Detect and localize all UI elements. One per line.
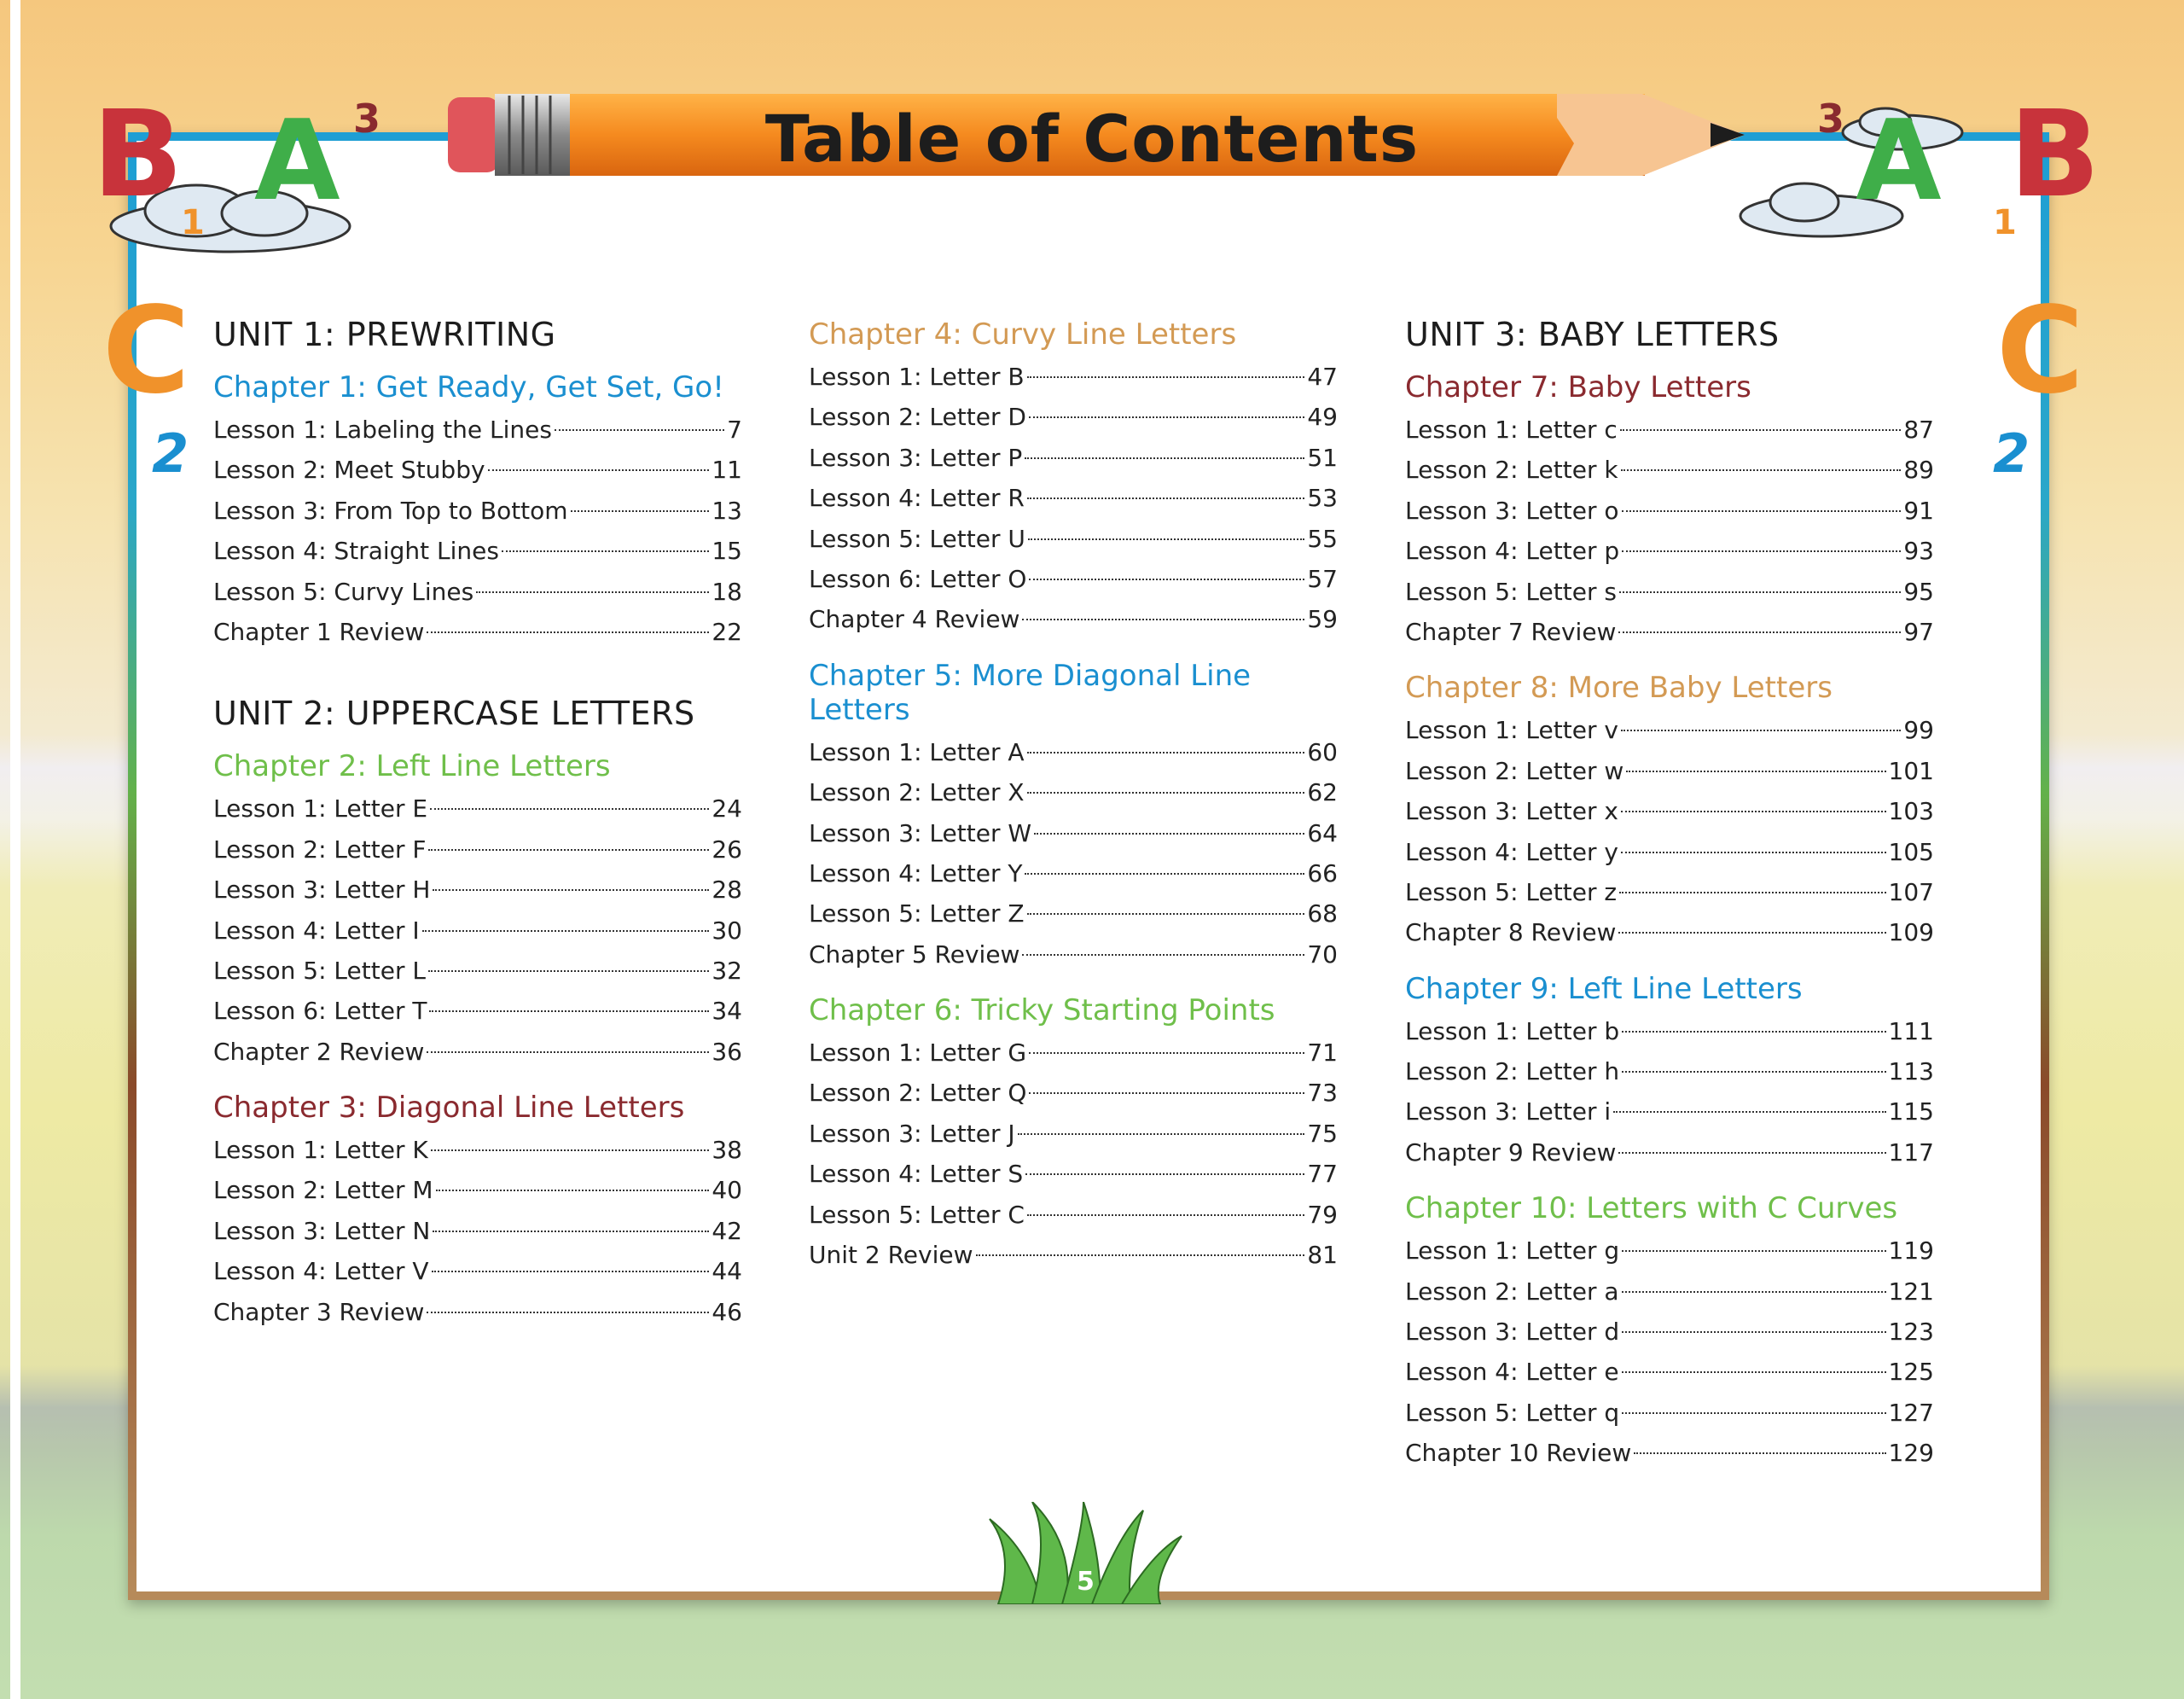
toc-entry[interactable] [213,829,742,870]
toc-entry[interactable] [1405,491,1934,531]
toc-entry[interactable] [213,1251,742,1291]
page-number: 5 [1077,1567,1095,1597]
entry-page-number: 125 [1888,1358,1934,1387]
toc-entry[interactable] [1405,1312,1934,1352]
dot-leader [1022,619,1304,620]
chapter-spacer [809,640,1338,659]
entry-title: Lesson 2: Letter D [809,403,1026,432]
entry-title: Lesson 3: Letter i [1405,1097,1612,1126]
entry-page-number: 101 [1888,756,1934,785]
entry-title: Lesson 1: Letter E [213,794,428,823]
chapter-heading: Chapter 10: Letters with C Curves [1405,1191,1898,1226]
number-2-right-icon: 2 [1993,422,2030,485]
entry-page-number: 24 [712,794,742,823]
entry-title: Lesson 3: Letter P [809,443,1023,472]
dot-leader [1025,457,1304,459]
chapter-spacer [1405,953,1934,972]
entry-page-number: 111 [1888,1016,1934,1045]
entry-title: Lesson 4: Letter I [213,916,420,945]
chapter-spacer [809,975,1338,993]
toc-column-1 [213,316,742,1332]
number-3-right-icon: 3 [1817,96,1845,142]
entry-page-number: 79 [1307,1200,1338,1229]
entry-page-number: 89 [1903,456,1934,485]
chapter-heading: Chapter 6: Tricky Starting Points [809,993,1275,1028]
entry-title: Lesson 3: Letter N [213,1216,431,1245]
entry-title: Lesson 5: Letter s [1405,577,1617,606]
entry-title: Lesson 1: Letter B [809,363,1025,391]
entry-title: Lesson 5: Letter U [809,524,1025,553]
dot-leader [1619,892,1885,893]
toc-entry[interactable] [809,1114,1338,1154]
entry-page-number: 99 [1903,716,1934,745]
entry-page-number: 117 [1888,1138,1934,1167]
entry-title: Lesson 1: Letter A [809,737,1025,766]
entry-title: Lesson 2: Meet Stubby [213,456,485,485]
dot-leader [432,1271,710,1272]
dot-leader [436,1190,710,1191]
toc-column-3 [1405,316,1934,1474]
entry-page-number: 55 [1307,524,1338,553]
entry-title: Lesson 4: Letter e [1405,1358,1619,1387]
toc-entry[interactable] [1405,1132,1934,1172]
chapter-spacer [213,1072,742,1091]
dot-leader [1027,1214,1304,1216]
dot-leader [1619,591,1901,593]
entry-title: Lesson 5: Letter q [1405,1398,1620,1427]
dot-leader [433,889,709,891]
dot-leader [1025,1173,1304,1175]
entry-page-number: 46 [712,1297,742,1326]
entry-title: Lesson 5: Letter L [213,956,426,985]
dot-leader [1027,913,1305,915]
entry-page-number: 75 [1307,1119,1338,1148]
entry-title: Lesson 4: Straight Lines [213,537,499,566]
chapter-heading: Chapter 2: Left Line Letters [213,749,611,784]
entry-page-number: 13 [712,496,742,525]
entry-title: Chapter 9 Review [1405,1138,1617,1167]
toc-entry[interactable] [213,1130,742,1170]
entry-title: Chapter 4 Review [809,605,1020,634]
toc-entry[interactable] [809,478,1338,518]
entry-page-number: 70 [1307,940,1338,969]
entry-title: Lesson 1: Letter c [1405,416,1618,444]
entry-title: Lesson 3: Letter o [1405,496,1619,525]
number-3-left-icon: 3 [353,96,381,142]
entry-title: Chapter 5 Review [809,940,1020,969]
dot-leader [1618,1152,1885,1154]
dot-leader [976,1254,1305,1256]
dot-leader [1029,579,1304,580]
entry-page-number: 36 [712,1037,742,1066]
entry-title: Lesson 3: Letter d [1405,1318,1620,1347]
entry-page-number: 34 [712,997,742,1026]
entry-title: Chapter 2 Review [213,1037,425,1066]
entry-page-number: 59 [1307,605,1338,634]
entry-page-number: 18 [712,577,742,606]
toc-entry[interactable] [809,893,1338,934]
entry-page-number: 97 [1903,617,1934,646]
toc-entry[interactable] [213,410,742,450]
entry-page-number: 64 [1307,818,1338,847]
entry-title: Chapter 10 Review [1405,1439,1632,1468]
number-2-left-icon: 2 [152,422,189,485]
entry-title: Chapter 1 Review [213,617,425,646]
entry-page-number: 15 [712,537,742,566]
entry-page-number: 49 [1307,403,1338,432]
dot-leader [1029,1092,1304,1094]
dot-leader [502,550,709,552]
entry-page-number: 38 [712,1136,742,1165]
entry-page-number: 123 [1888,1318,1934,1347]
letter-a-left-icon: A [254,96,340,225]
entry-title: Lesson 4: Letter S [809,1160,1024,1189]
entry-title: Lesson 5: Letter C [809,1200,1025,1229]
dot-leader [1622,1371,1886,1373]
dot-leader [428,849,709,851]
toc-entry[interactable] [1405,710,1934,750]
dot-leader [488,469,710,471]
entry-title: Lesson 4: Letter V [213,1257,429,1286]
entry-title: Lesson 3: Letter H [213,876,431,905]
entry-title: Lesson 6: Letter O [809,564,1027,593]
dot-leader [433,1231,709,1232]
toc-entry[interactable] [809,732,1338,772]
toc-entry[interactable] [809,1154,1338,1194]
chapter-spacer [1405,1172,1934,1191]
toc-entry[interactable] [1405,531,1934,571]
dot-leader [1634,1452,1885,1454]
toc-entry[interactable] [809,1235,1338,1275]
entry-page-number: 71 [1307,1039,1338,1068]
toc-entry[interactable] [213,911,742,951]
dot-leader [1022,954,1304,956]
dot-leader [427,631,709,633]
entry-page-number: 60 [1307,737,1338,766]
entry-title: Lesson 4: Letter Y [809,858,1023,887]
toc-column-2 [809,317,1338,1275]
entry-page-number: 28 [712,876,742,905]
dot-leader [1028,538,1305,540]
letter-b-right-icon: B [2009,85,2100,224]
dot-leader [1034,833,1304,835]
toc-entry[interactable] [213,572,742,612]
entry-title: Unit 2 Review [809,1241,973,1270]
toc-entry[interactable] [1405,1393,1934,1433]
toc-entry[interactable] [213,531,742,571]
entry-title: Lesson 2: Letter k [1405,456,1618,485]
entry-page-number: 91 [1903,496,1934,525]
chapter-spacer [1405,652,1934,671]
page-title: Table of Contents [764,101,1420,177]
dot-leader [1622,1291,1886,1293]
unit-heading: UNIT 3: BABY LETTERS [1405,316,1780,353]
entry-title: Lesson 6: Letter T [213,997,427,1026]
entry-page-number: 107 [1888,877,1934,906]
entry-page-number: 115 [1888,1097,1934,1126]
dot-leader [1613,1111,1885,1113]
toc-entry[interactable] [1405,1271,1934,1312]
chapter-heading: Chapter 9: Left Line Letters [1405,971,1803,1006]
dot-leader [1622,1031,1885,1033]
chapter-heading: Chapter 4: Curvy Line Letters [809,317,1237,352]
toc-entry[interactable] [1405,1352,1934,1392]
dot-leader [1622,1250,1885,1252]
dot-leader [1618,932,1885,934]
entry-page-number: 127 [1888,1398,1934,1427]
chapter-heading: Chapter 7: Baby Letters [1405,370,1751,404]
entry-page-number: 119 [1888,1236,1934,1266]
entry-title: Lesson 5: Letter z [1405,877,1618,906]
toc-entry[interactable] [1405,751,1934,791]
entry-page-number: 113 [1888,1057,1934,1086]
entry-page-number: 47 [1307,363,1338,391]
dot-leader [1622,510,1902,512]
toc-entry[interactable] [1405,912,1934,952]
entry-title: Lesson 3: Letter x [1405,797,1618,826]
entry-title: Lesson 5: Letter Z [809,899,1025,928]
entry-title: Lesson 1: Letter v [1405,716,1618,745]
entry-title: Lesson 4: Letter p [1405,537,1620,566]
toc-entry[interactable] [1405,572,1934,612]
toc-entry[interactable] [1405,450,1934,490]
entry-title: Chapter 7 Review [1405,617,1617,646]
entry-page-number: 57 [1307,564,1338,593]
entry-page-number: 68 [1307,899,1338,928]
chapter-heading: Chapter 8: More Baby Letters [1405,671,1833,706]
dot-leader [1621,730,1901,731]
toc-entry[interactable] [809,813,1338,853]
dot-leader [428,970,709,972]
entry-page-number: 87 [1903,416,1934,444]
pencil-banner [448,92,1770,177]
entry-page-number: 30 [712,916,742,945]
toc-entry[interactable] [213,612,742,652]
dot-leader [1027,792,1305,794]
toc-entry[interactable] [1405,1051,1934,1091]
toc-entry[interactable] [809,438,1338,478]
entry-page-number: 77 [1307,1160,1338,1189]
toc-entry[interactable] [1405,410,1934,450]
entry-page-number: 73 [1307,1079,1338,1108]
entry-page-number: 109 [1888,918,1934,947]
entry-title: Lesson 2: Letter Q [809,1079,1027,1108]
entry-page-number: 44 [712,1257,742,1286]
toc-entry[interactable] [809,934,1338,975]
unit-spacer [213,652,742,695]
dot-leader [1621,852,1886,853]
toc-entry[interactable] [809,772,1338,812]
entry-page-number: 40 [712,1176,742,1205]
entry-title: Lesson 2: Letter F [213,835,427,864]
toc-entry[interactable] [809,559,1338,599]
page-edge-stripe [10,0,20,1699]
dot-leader [431,1149,710,1151]
dot-leader [430,808,709,810]
dot-leader [1618,631,1901,633]
dot-leader [1027,497,1305,499]
pencil-icon [448,92,1770,177]
entry-title: Lesson 4: Letter y [1405,837,1618,866]
chapter-heading: Chapter 5: More Diagonal Line Letters [809,658,1252,727]
chapter-heading: Chapter 3: Diagonal Line Letters [213,1091,685,1126]
entry-page-number: 81 [1307,1241,1338,1270]
entry-title: Lesson 2: Letter a [1405,1277,1619,1306]
toc-entry[interactable] [213,1032,742,1072]
dot-leader [1621,469,1902,471]
number-1-right-icon: 1 [1993,203,2017,242]
dot-leader [1621,811,1886,812]
entry-page-number: 11 [712,456,742,485]
entry-page-number: 7 [727,416,742,444]
toc-entry[interactable] [213,491,742,531]
entry-title: Lesson 3: Letter W [809,818,1032,847]
dot-leader [476,591,709,593]
dot-leader [1027,376,1305,378]
entry-title: Lesson 3: From Top to Bottom [213,496,568,525]
number-1-left-icon: 1 [181,203,205,242]
entry-title: Lesson 2: Letter w [1405,756,1624,785]
dot-leader [571,510,710,512]
dot-leader [1622,1412,1885,1414]
toc-entry[interactable] [809,1195,1338,1235]
unit-heading: UNIT 2: UPPERCASE LETTERS [213,695,695,733]
toc-entry[interactable] [213,951,742,991]
toc-entry[interactable] [809,357,1338,397]
dot-leader [1025,873,1304,875]
dot-leader [1029,416,1304,418]
toc-entry[interactable] [213,1170,742,1210]
entry-title: Lesson 1: Letter K [213,1136,428,1165]
toc-entry[interactable] [809,397,1338,437]
toc-entry[interactable] [1405,612,1934,652]
entry-page-number: 105 [1888,837,1934,866]
toc-entry[interactable] [809,853,1338,893]
entry-title: Lesson 1: Labeling the Lines [213,416,552,444]
letter-b-left-icon: B [92,85,183,224]
unit-heading: UNIT 1: PREWRITING [213,316,556,353]
entry-page-number: 42 [712,1216,742,1245]
toc-entry[interactable] [213,1211,742,1251]
entry-page-number: 53 [1307,484,1338,513]
entry-page-number: 26 [712,835,742,864]
entry-page-number: 32 [712,956,742,985]
dot-leader [427,1312,709,1313]
dot-leader [1622,1071,1885,1073]
entry-title: Lesson 2: Letter h [1405,1057,1620,1086]
entry-page-number: 62 [1307,778,1338,807]
dot-leader [1626,771,1885,772]
toc-entry[interactable] [213,450,742,490]
entry-title: Chapter 8 Review [1405,918,1617,947]
toc-entry[interactable] [1405,832,1934,872]
entry-page-number: 103 [1888,797,1934,826]
toc-entry[interactable] [213,788,742,829]
toc-entry[interactable] [1405,1011,1934,1051]
toc-entry[interactable] [1405,1091,1934,1132]
entry-title: Lesson 2: Letter X [809,778,1025,807]
toc-entry[interactable] [1405,791,1934,831]
entry-title: Lesson 4: Letter R [809,484,1025,513]
chapter-heading: Chapter 1: Get Ready, Get Set, Go! [213,370,724,404]
dot-leader [427,1051,709,1053]
entry-title: Lesson 3: Letter J [809,1119,1015,1148]
entry-title: Lesson 1: Letter g [1405,1236,1620,1266]
entry-page-number: 22 [712,617,742,646]
toc-entry[interactable] [1405,1433,1934,1473]
entry-page-number: 66 [1307,858,1338,887]
dot-leader [1622,1331,1885,1333]
toc-entry[interactable] [213,991,742,1031]
toc-entry[interactable] [809,519,1338,559]
dot-leader [1029,1052,1304,1054]
toc-entry[interactable] [809,599,1338,639]
letter-a-right-icon: A [1856,96,1942,225]
entry-page-number: 51 [1307,443,1338,472]
dot-leader [429,1010,709,1012]
dot-leader [1622,550,1901,552]
entry-title: Lesson 2: Letter M [213,1176,433,1205]
entry-page-number: 95 [1903,577,1934,606]
letter-c-left-icon: C [102,282,190,421]
dot-leader [1620,429,1902,431]
entry-page-number: 93 [1903,537,1934,566]
entry-title: Lesson 1: Letter b [1405,1016,1620,1045]
entry-page-number: 121 [1888,1277,1934,1306]
toc-entry[interactable] [213,1292,742,1332]
dot-leader [1027,752,1305,753]
toc-entry[interactable] [1405,1231,1934,1271]
toc-entry[interactable] [809,1073,1338,1113]
entry-title: Chapter 3 Review [213,1297,425,1326]
entry-title: Lesson 5: Curvy Lines [213,577,474,606]
toc-entry[interactable] [809,1033,1338,1073]
dot-leader [422,930,710,932]
toc-entry[interactable] [1405,872,1934,912]
entry-title: Lesson 1: Letter G [809,1039,1027,1068]
dot-leader [555,429,724,431]
entry-page-number: 129 [1888,1439,1934,1468]
toc-entry[interactable] [213,870,742,910]
letter-c-right-icon: C [1996,282,2084,421]
dot-leader [1018,1133,1305,1135]
